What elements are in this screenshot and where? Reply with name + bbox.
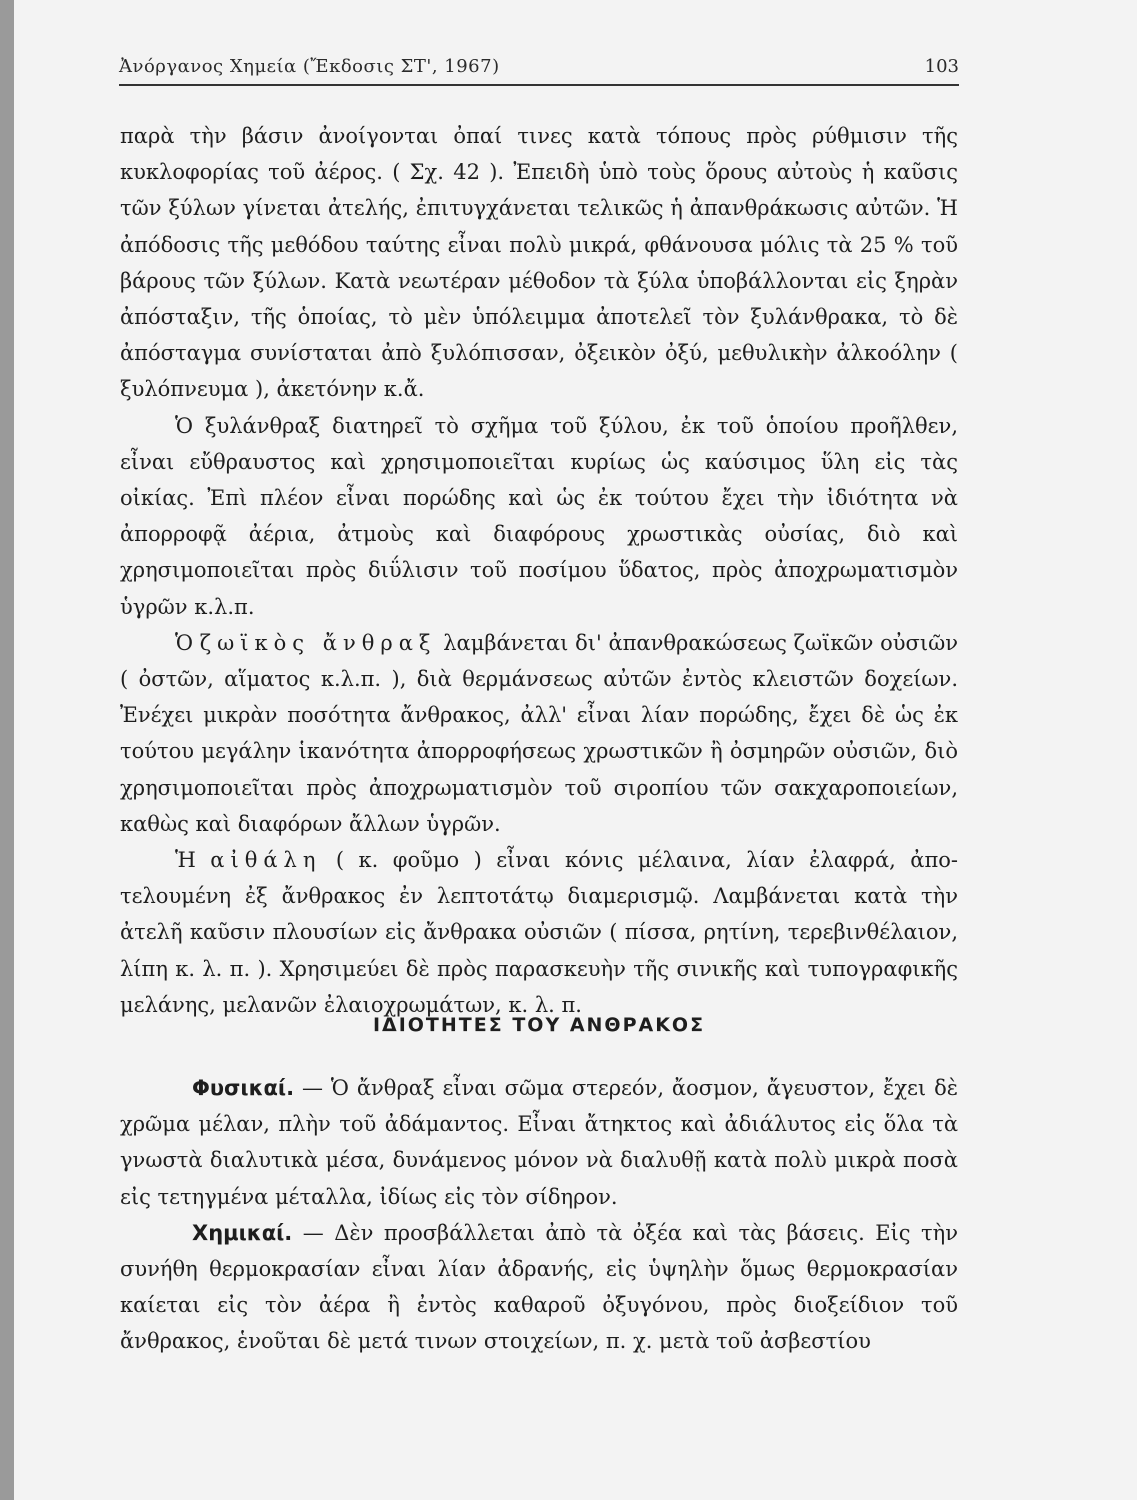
property-paragraph bbox=[120, 1215, 958, 1360]
book-page bbox=[14, 0, 1137, 1500]
properties-section bbox=[120, 1070, 958, 1360]
property-paragraph bbox=[120, 1070, 958, 1215]
paragraph bbox=[120, 625, 958, 842]
paragraph-text: παρὰ τὴν βάσιν ἀνοίγονται ὀπαί τινες κατὰ τόπους πρὸς ρύθμισιν τῆς κυκλοφορίας τοῦ ἀέρος. ( Σχ. 42 ). Ἐπειδὴ ὑπὸ τοὺς ὅρους αὐτοὺς ἡ καῦσις τῶν ξύλων γίνεται ἀτελής, ἐπιτυγχάνεται τελικῶς ἡ ἀπανθράκωσις αὐτῶν. Ἡ ἀπόδοσις τῆς μεθόδου ταύτης εἶναι πολὺ μικρά, φθάνουσα μόλις τὰ 25 % τοῦ βάρους τῶν ξύλων. Κατὰ νεωτέραν μέθοδον τὰ ξύλα ὑποβάλλονται εἰς ξηρὰν ἀπόσταξιν, τῆς ὁποίας, τὸ μὲν ὑπόλειμμα ἀποτελεῖ τὸν ξυλάνθρακα, τὸ δὲ ἀπόσταγμα συνίσταται ἀπὸ ξυλόπισσαν, ὀξεικὸν ὀξύ, μεθυλικὴν ἀλκοόλην ( ξυλόπνευμα ), ἀκετόνην κ.ἄ. bbox=[120, 124, 958, 402]
paragraph-text: λαμβάνεται δι' ἀπανθρακώσεως ζωϊκῶν οὐσιῶν ( ὀστῶν, αἵματος κ.λ.π. ), διὰ θερμάνσεως αὐτῶν ἐντὸς κλειστῶν δοχείων. Ἐνέχει μικρὰν ποσότητα ἄνθρακος, ἀλλ' εἶναι λίαν πορώδης, ἔχει δὲ ὡς ἐκ τούτου μεγάλην ἱκανότητα ἀπορροφήσεως χρωστικῶν ἢ ὀσμηρῶν οὐσιῶν, διὸ χρησιμοποιεῖται πρὸς ἀποχρωματισμὸν τοῦ σιροπίου τῶν σακχαροποιείων, καθὼς καὶ διαφόρων ἄλλων ὑγρῶν. bbox=[120, 630, 958, 836]
paragraph-lead: Ὁ bbox=[175, 630, 200, 655]
paragraph-lead: Ἡ bbox=[175, 848, 211, 873]
emphasized-term: ζωϊκὸς ἄνθραξ bbox=[199, 630, 437, 655]
paragraph bbox=[120, 118, 958, 408]
running-header bbox=[119, 56, 959, 86]
paragraph-text: ( κ. φοῦμο ) εἶναι κόνις μέλαινα, λίαν ἐλαφρά, ἀποτελουμένη ἐξ ἄνθρακος ἐν λεπτοτάτῳ διαμερισμῷ. Λαμβάνεται κατὰ τὴν ἀτελῆ καῦσιν πλουσίων εἰς ἄνθρακα οὐσιῶν ( πίσσα, ρητίνη, τερεβινθέλαιον, λίπη κ. λ. π. ). Χρησιμεύει δὲ πρὸς παρασκευὴν τῆς σινικῆς καὶ τυπογραφικῆς μελάνης, μελανῶν ἐλαιοχρωμάτων, κ. λ. π. bbox=[120, 848, 958, 1017]
running-title: Ἀνόργανος Χημεία (Ἔκδοσις ΣΤ', 1967) bbox=[119, 56, 500, 77]
property-text: — Δὲν προσβάλλεται ἀπὸ τὰ ὀξέα καὶ τὰς βάσεις. Εἰς τὴν συνήθη θερμοκρασίαν εἶναι λίαν ἀδρανής, εἰς ὑψηλὴν ὅμως θερμοκρασίαν καίεται εἰς τὸν ἀέρα ἢ ἐντὸς καθαροῦ ὀξυγόνου, πρὸς διοξείδιον τοῦ ἄνθρακος, ἑνοῦται δὲ μετά τινων στοιχείων, π. χ. μετὰ τοῦ ἀσβεστίου bbox=[120, 1220, 958, 1354]
body-text bbox=[120, 118, 958, 1023]
paragraph bbox=[120, 408, 958, 625]
section-heading: ΙΔΙΟΤΗΤΕΣ ΤΟΥ ΑΝΘΡΑΚΟΣ bbox=[372, 1014, 706, 1036]
emphasized-term: αἰθάλη bbox=[210, 848, 322, 873]
property-label: Φυσικαί. bbox=[192, 1076, 295, 1100]
paragraph bbox=[120, 842, 958, 1023]
paragraph-text: Ὁ ξυλάνθραξ διατηρεῖ τὸ σχῆμα τοῦ ξύλου, ἐκ τοῦ ὁποίου προῆλθεν, εἶναι εὔθραυστος καὶ χρησιμοποιεῖται κυρίως ὡς καύσιμος ὕλη εἰς τὰς οἰκίας. Ἐπὶ πλέον εἶναι πορώδης καὶ ὡς ἐκ τούτου ἔχει τὴν ἰδιότητα νὰ ἀπορροφᾷ ἀέρια, ἀτμοὺς καὶ διαφόρους χρωστικὰς οὐσίας, διὸ καὶ χρησιμοποιεῖται πρὸς διΰλισιν τοῦ ποσίμου ὕδατος, πρὸς ἀποχρωματισμὸν ὑγρῶν κ.λ.π. bbox=[120, 413, 958, 619]
property-text: — Ὁ ἄνθραξ εἶναι σῶμα στερεόν, ἄοσμον, ἄγευστον, ἔχει δὲ χρῶμα μέλαν, πλὴν τοῦ ἀδάμαντος. Εἶναι ἄτηκτος καὶ ἀδιάλυτος εἰς ὅλα τὰ γνωστὰ διαλυτικὰ μέσα, δυνάμενος μόνον νὰ διαλυθῇ κατὰ πολὺ μικρὰ ποσὰ εἰς τετηγμένα μέταλλα, ἰδίως εἰς τὸν σίδηρον. bbox=[120, 1076, 958, 1209]
page-number: 103 bbox=[924, 56, 959, 77]
property-label: Χημικαί. bbox=[192, 1220, 293, 1245]
